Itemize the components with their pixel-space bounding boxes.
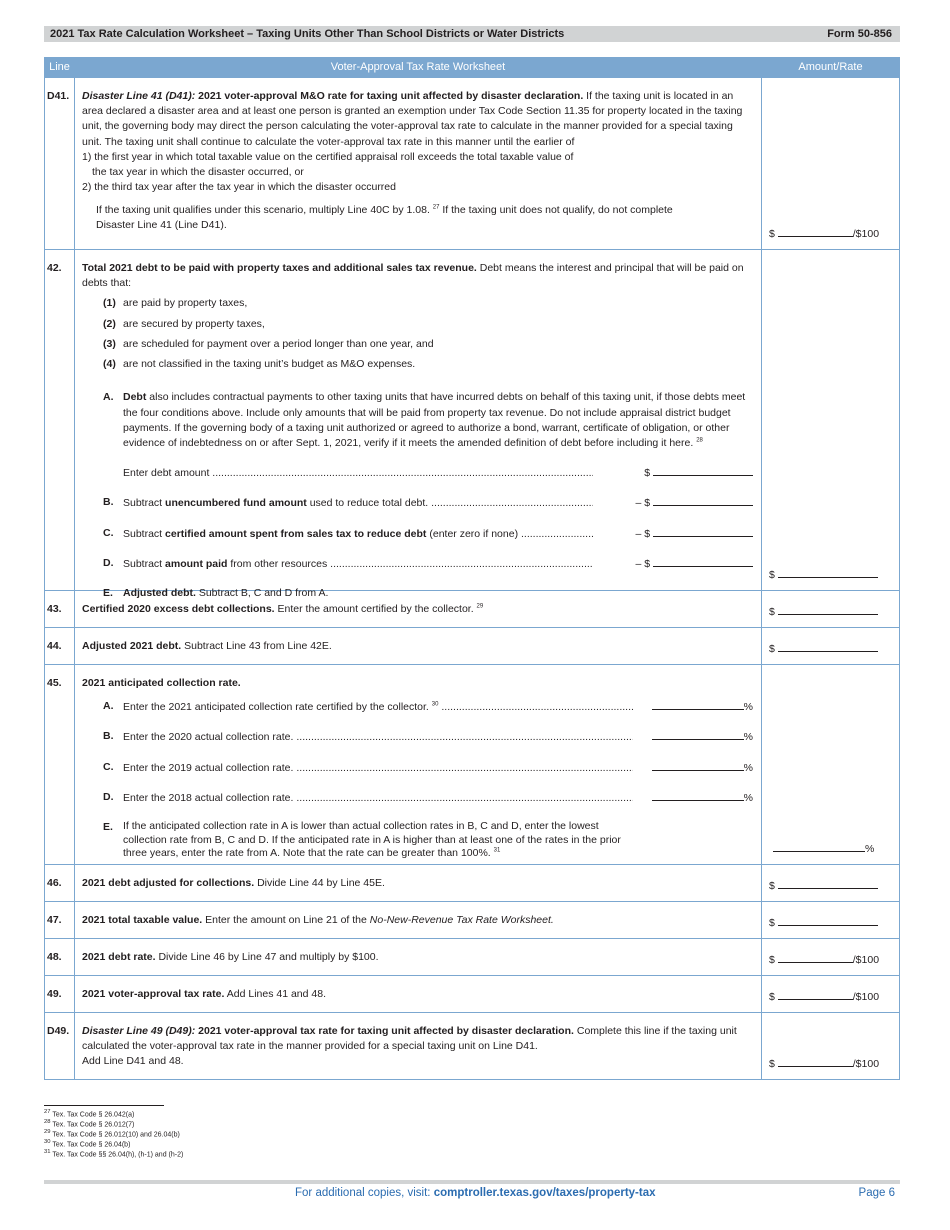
col-main-header: Voter-Approval Tax Rate Worksheet [75, 58, 762, 78]
amount-field[interactable]: $ [762, 628, 900, 665]
amount-field[interactable]: $ /$100 [762, 939, 900, 976]
amount-field[interactable]: $ [762, 902, 900, 939]
table-row-d41 [45, 78, 900, 250]
line-number: 47. [45, 902, 75, 939]
table-row-42 [45, 250, 900, 591]
form-title: 2021 Tax Rate Calculation Worksheet – Taxing Units Other Than School Districts or Water Districts [50, 28, 565, 40]
footer-link[interactable]: comptroller.texas.gov/taxes/property-tax [433, 1187, 656, 1199]
table-row-49 [45, 976, 900, 1013]
line-description: Disaster Line 41 (D41): 2021 voter-approval M&O rate for taxing unit affected by disaster declaration. If the taxing unit is located in an area declared a disaster area and at least one person is granted an exemption under Tax Code Section 11.35 for property located in the taxing unit, the governing body may direct the person calculating the voter-approval tax rate to calculate in the manner provided for a special taxing unit. The taxing unit shall continue to calculate the voter-approval tax rate in this manner until the earlier of 1) the first year in which total taxable value on the certified appraisal roll exceeds the total taxable value of the tax year in which the disaster occurred, or 2) the third tax year after the tax year in which the disaster occurred If the taxing unit qualifies under this scenario, multiply Line 40C by 1.08. $^{27}$ If the taxing unit does not qualify, do not complete Disaster Line 41 (Line D41). [75, 78, 762, 250]
col-amount-header: Amount/Rate [762, 58, 900, 78]
footer-prefix: For additional copies, visit: [295, 1187, 431, 1199]
footnote: $^{29}$ Tex. Tax Code § 26.012(10) and 26.04(b) [44, 1129, 180, 1139]
form-number: Form 50-856 [827, 28, 892, 40]
line-number: 48. [45, 939, 75, 976]
table-row-47 [45, 902, 900, 939]
line-number: 44. [45, 628, 75, 665]
table-header-row [45, 58, 900, 78]
amount-field[interactable]: $ /$100 [762, 976, 900, 1013]
line-number: D49. [45, 1013, 75, 1080]
amount-field[interactable]: % [762, 665, 900, 865]
line-number: 46. [45, 865, 75, 902]
page-number: Page 6 [858, 1187, 895, 1199]
line-description: 2021 voter-approval tax rate. Add Lines 41 and 48. [75, 976, 762, 1013]
table-row-44 [45, 628, 900, 665]
line-number: 43. [45, 591, 75, 628]
col-line-header: Line [45, 58, 75, 78]
line-description: Adjusted 2021 debt. Subtract Line 43 from Line 42E. [75, 628, 762, 665]
footer-divider [44, 1180, 900, 1184]
line-description: Certified 2020 excess debt collections. Enter the amount certified by the collector. $^{29}$ [75, 591, 762, 628]
worksheet-table [44, 57, 900, 1080]
footnote: $^{31}$ Tex. Tax Code §§ 26.04(h), (h-1) and (h-2) [44, 1149, 184, 1159]
amount-field[interactable]: $ /$100 [762, 78, 900, 250]
footnote: $^{28}$ Tex. Tax Code § 26.012(7) [44, 1119, 135, 1129]
line-description: 2021 total taxable value. Enter the amount on Line 21 of the No-New-Revenue Tax Rate Worksheet. [75, 902, 762, 939]
table-row-48 [45, 939, 900, 976]
line-description: 2021 debt rate. Divide Line 46 by Line 47 and multiply by $100. [75, 939, 762, 976]
amount-field[interactable]: $ [762, 865, 900, 902]
table-row-d49 [45, 1013, 900, 1080]
line-number: 42. [45, 250, 75, 591]
line-description: Disaster Line 49 (D49): 2021 voter-approval tax rate for taxing unit affected by disaster declaration. Complete this line if the taxing unit calculated the voter-approval tax rate in the manner provided for a special taxing unit on Line D41. Add Line D41 and 48. [75, 1013, 762, 1080]
table-row-46 [45, 865, 900, 902]
table-row-45 [45, 665, 900, 865]
footnote: $^{30}$ Tex. Tax Code § 26.04(b) [44, 1139, 131, 1149]
footnote-divider [44, 1105, 164, 1106]
debt-amount-row: Enter debt amount ..... $ [82, 465, 753, 481]
page-header [44, 26, 900, 42]
amount-field[interactable]: $ [762, 250, 900, 591]
amount-field[interactable]: $ /$100 [762, 1013, 900, 1080]
footnote: $^{27}$ Tex. Tax Code § 26.042(a) [44, 1109, 135, 1119]
line-description: 2021 debt adjusted for collections. Divide Line 44 by Line 45E. [75, 865, 762, 902]
line-number: D41. [45, 78, 75, 250]
line-description: 2021 anticipated collection rate. A. Enter the 2021 anticipated collection rate certified by the collector. $^{30}$ ..... % B. Enter the 2020 actual collection rate. ..... % C. Enter the 2019 actual collection rate. ..... % D. Enter the 2018 actual collection rate. ..... % E. If the anticipated collection rate in A is lower than actual collection rates in B, C and D, enter the lowest collection rate from B, C and D. If the anticipated rate in A is higher than at least one of the rates in the prior three years, enter the rate from A. Note that the rate can be greater than 100%. $^{31}$ [75, 665, 762, 865]
line-description: Total 2021 debt to be paid with property taxes and additional sales tax revenue. Debt means the interest and principal that will be paid on debts that: (1) are paid by property taxes, (2) are secured by property taxes, (3) are scheduled for payment over a period longer than one year, and (4) are not classified in the taxing unit’s budget as M&O expenses. A. Debt also includes contractual payments to other taxing units that have incurred debts on behalf of this taxing unit, if those debts meet the four conditions above. Include only amounts that will be paid from property tax revenue. Do not include appraisal district budget payments. If the governing body of a taxing unit authorized or agreed to authorize a bond, warrant, certificate of obligation, or other evidence of indebtedness on or after Sept. 1, 2021, verify if it meets the amended definition of debt before including it here. $^{28}$ Enter debt amount ..... $ B. Subtract unencumbered fund amount used to reduce total debt. ..... – $ C. Subtract certified amount spent from sales tax to reduce debt (enter zero if none) ..... – $ D. Subtract amount paid from other resources ..... – $ E. Adjusted debt. Subtract B, C and D from A. [75, 250, 762, 591]
line-number: 45. [45, 665, 75, 865]
line-number: 49. [45, 976, 75, 1013]
amount-field[interactable]: $ [762, 591, 900, 628]
